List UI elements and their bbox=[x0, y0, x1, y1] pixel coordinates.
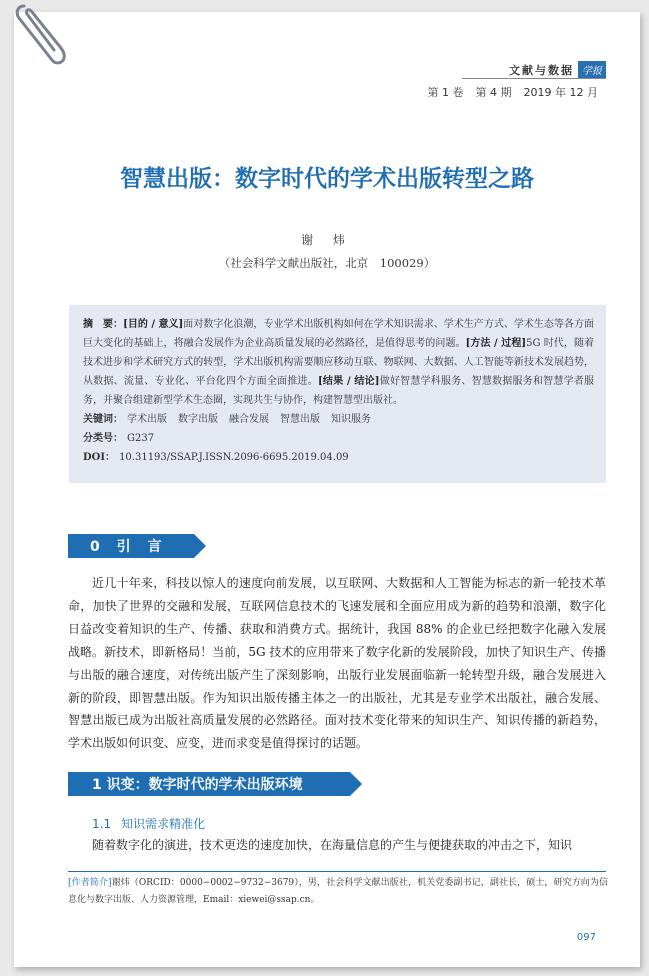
doi-value: 10.31193/SSAP.J.ISSN.2096-6695.2019.04.09 bbox=[119, 452, 349, 463]
footnote-label: [作者简介] bbox=[68, 878, 112, 888]
abstract-text bbox=[83, 315, 594, 410]
journal-name: 文献与数据 bbox=[509, 63, 574, 77]
journal-badge: 学报 bbox=[578, 61, 606, 78]
abstract-label: 摘 要： bbox=[83, 319, 124, 330]
date: 2019 年 12 月 bbox=[523, 86, 598, 99]
page-number: 097 bbox=[576, 932, 596, 943]
doi bbox=[83, 448, 594, 467]
issue: 第 4 期 bbox=[475, 86, 512, 99]
keyword: 学术出版 bbox=[127, 414, 167, 425]
subsection-paragraph: 随着数字化的演进，技术更迭的速度加快，在海量信息的产生与便捷获取的冲击之下，知识 bbox=[92, 838, 573, 852]
subsection-number: 1.1 bbox=[92, 817, 112, 831]
abstract-tag-purpose: [目的 / 意义] bbox=[123, 319, 184, 330]
keyword: 融合发展 bbox=[229, 414, 269, 425]
article-title: 智慧出版：数字时代的学术出版转型之路 bbox=[120, 166, 534, 192]
keywords bbox=[83, 410, 594, 429]
subsection-heading-1-1 bbox=[92, 815, 215, 832]
author-affiliation: （社会科学文献出版社，北京 100029） bbox=[218, 256, 436, 270]
keyword: 知识服务 bbox=[331, 414, 371, 425]
header-rule bbox=[462, 78, 606, 79]
journal-header bbox=[509, 61, 606, 78]
section-heading-intro: 0 引 言 bbox=[68, 534, 194, 558]
doi-label: DOI： bbox=[83, 452, 116, 463]
issue-info bbox=[428, 84, 598, 100]
paperclip-icon bbox=[6, 0, 76, 70]
journal-page bbox=[14, 12, 640, 967]
author-footnote bbox=[68, 875, 608, 909]
abstract-tag-result: [结果 / 结论] bbox=[317, 376, 380, 387]
abstract-method: 5G 时代，随着技术进步和学术研究方式的转型，学术出版机构需要顺应移动互联、物联网、大数据、人工智能等新技术发展趋势，从数据、流量、专业化、平台化四个方面全面推进。 bbox=[83, 338, 595, 387]
keyword: 智慧出版 bbox=[280, 414, 320, 425]
class-value: G237 bbox=[127, 433, 155, 444]
footnote-text: 谢炜（ORCID：0000−0002−9732−3679），男，社会科学文献出版社，机关党委副书记，副社长，硕士，研究方向为信息化与数字出版、人力资源管理，Email：xiewei@ssap.cn。 bbox=[68, 878, 608, 905]
abstract-box bbox=[69, 305, 606, 483]
subsection-title: 知识需求精准化 bbox=[121, 817, 206, 831]
intro-paragraph: 近几十年来，科技以惊人的速度向前发展，以互联网、大数据和人工智能为标志的新一轮技术革命，加快了世界的交融和发展，互联网信息技术的飞速发展和全面应用成为新的趋势和浪潮，数字化日益改变着知识的生产、传播、获取和消费方式。据统计，我国 88% 的企业已经把数字化融入发展战略。新技术，即新格局！当前，5G 技术的应用带来了数字化新的发展阶段，加快了知识生产、传播与出版的融合速度，对传统出版产生了深刻影响，出版行业发展面临新一轮转型升级，融合发展进入新的阶段，即智慧出版。作为知识出版传播主体之一的出版社，尤其是专业学术出版社，融合发展、智慧出版已成为出版社高质量发展的必然路径。面对技术变化带来的知识生产、知识传播的新趋势，学术出版如何识变、应变，进而求变是值得探讨的话题。 bbox=[68, 576, 606, 751]
classification bbox=[83, 429, 594, 448]
author-name: 谢 炜 bbox=[301, 233, 353, 247]
section-heading-1: 1 识变：数字时代的学术出版环境 bbox=[68, 772, 350, 796]
keywords-label: 关键词： bbox=[83, 414, 123, 425]
keyword: 数字出版 bbox=[178, 414, 218, 425]
abstract-tag-method: [方法 / 过程] bbox=[465, 338, 527, 349]
abstract-result: 做好智慧学科服务、智慧数据服务和智慧学者服务，并聚合组建新型学术生态圈，实现共生与协作，构建智慧型出版社。 bbox=[83, 376, 595, 406]
class-label: 分类号： bbox=[83, 433, 123, 444]
volume: 第 1 卷 bbox=[427, 86, 464, 99]
footnote-rule bbox=[68, 871, 606, 872]
abstract-purpose: 面对数字化浪潮，专业学术出版机构如何在学术知识需求、学术生产方式、学术生态等各方面巨大变化的基础上，将融合发展作为企业高质量发展的必然路径，是值得思考的问题。 bbox=[83, 319, 595, 349]
